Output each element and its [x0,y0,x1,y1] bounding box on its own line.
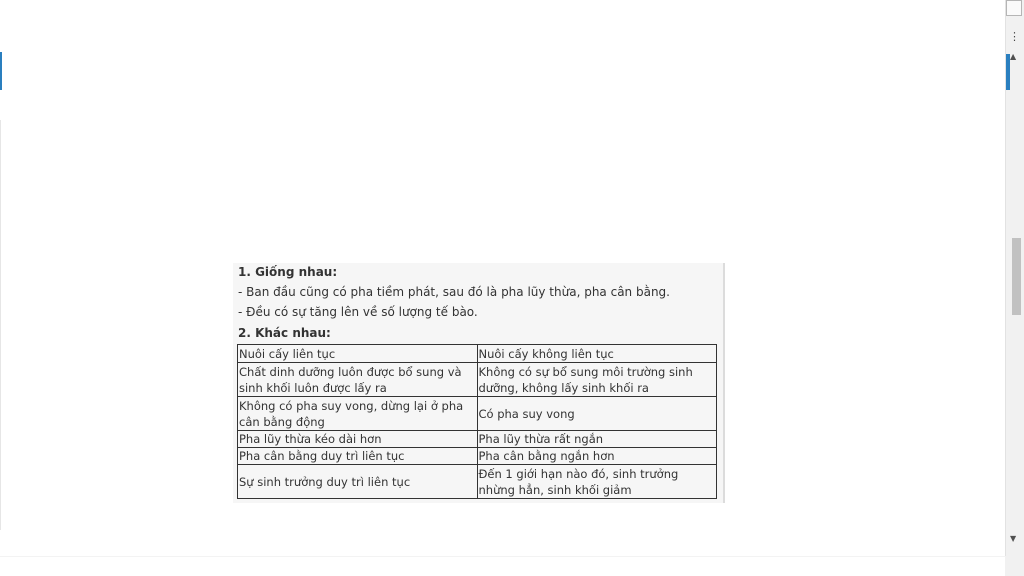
scroll-down-arrow-icon[interactable]: ▼ [1010,534,1017,543]
table-cell: Có pha suy vong [477,397,717,431]
table-cell: Pha lũy thừa rất ngắn [477,431,717,448]
table-row [238,465,717,499]
table-row [238,363,717,397]
more-menu-icon[interactable]: ⋮ [1009,30,1020,43]
table-cell: Nuôi cấy liên tục [238,345,478,363]
scrollbar-thumb[interactable] [1012,238,1021,315]
table-cell: Pha cân bằng duy trì liên tục [238,448,478,465]
table-cell: Không có pha suy vong, dừng lại ở pha cân bằng động [238,397,478,431]
similarity-line-1: - Ban đầu cũng có pha tiềm phát, sau đó là pha lũy thừa, pha cân bằng. [238,285,670,299]
table-row [238,431,717,448]
heading-similarities: 1. Giống nhau: [238,265,338,279]
table-cell: Nuôi cấy không liên tục [477,345,717,363]
heading-differences: 2. Khác nhau: [238,326,331,340]
table-cell: Chất dinh dưỡng luôn được bổ sung và sinh khối luôn được lấy ra [238,363,478,397]
table-row [238,397,717,431]
scrollbar-top-button[interactable] [1006,0,1022,16]
comparison-table [237,344,717,499]
table-row [238,345,717,363]
table-cell: Sự sinh trưởng duy trì liên tục [238,465,478,499]
table-cell: Không có sự bổ sung môi trường sinh dưỡng, không lấy sinh khối ra [477,363,717,397]
table-cell: Đến 1 giới hạn nào đó, sinh trưởng nhừng hẳn, sinh khối giảm [477,465,717,499]
table-cell: Pha lũy thừa kéo dài hơn [238,431,478,448]
similarity-line-2: - Đều có sự tăng lên về số lượng tế bào. [238,305,478,319]
scrollbar-corner [1005,556,1024,576]
left-accent-bar [0,52,2,90]
bottom-edge [0,556,1005,557]
table-row [238,448,717,465]
table-cell: Pha cân bằng ngắn hơn [477,448,717,465]
scroll-up-arrow-icon[interactable]: ▲ [1010,52,1017,61]
answer-content [233,263,725,503]
left-border [0,120,1,530]
